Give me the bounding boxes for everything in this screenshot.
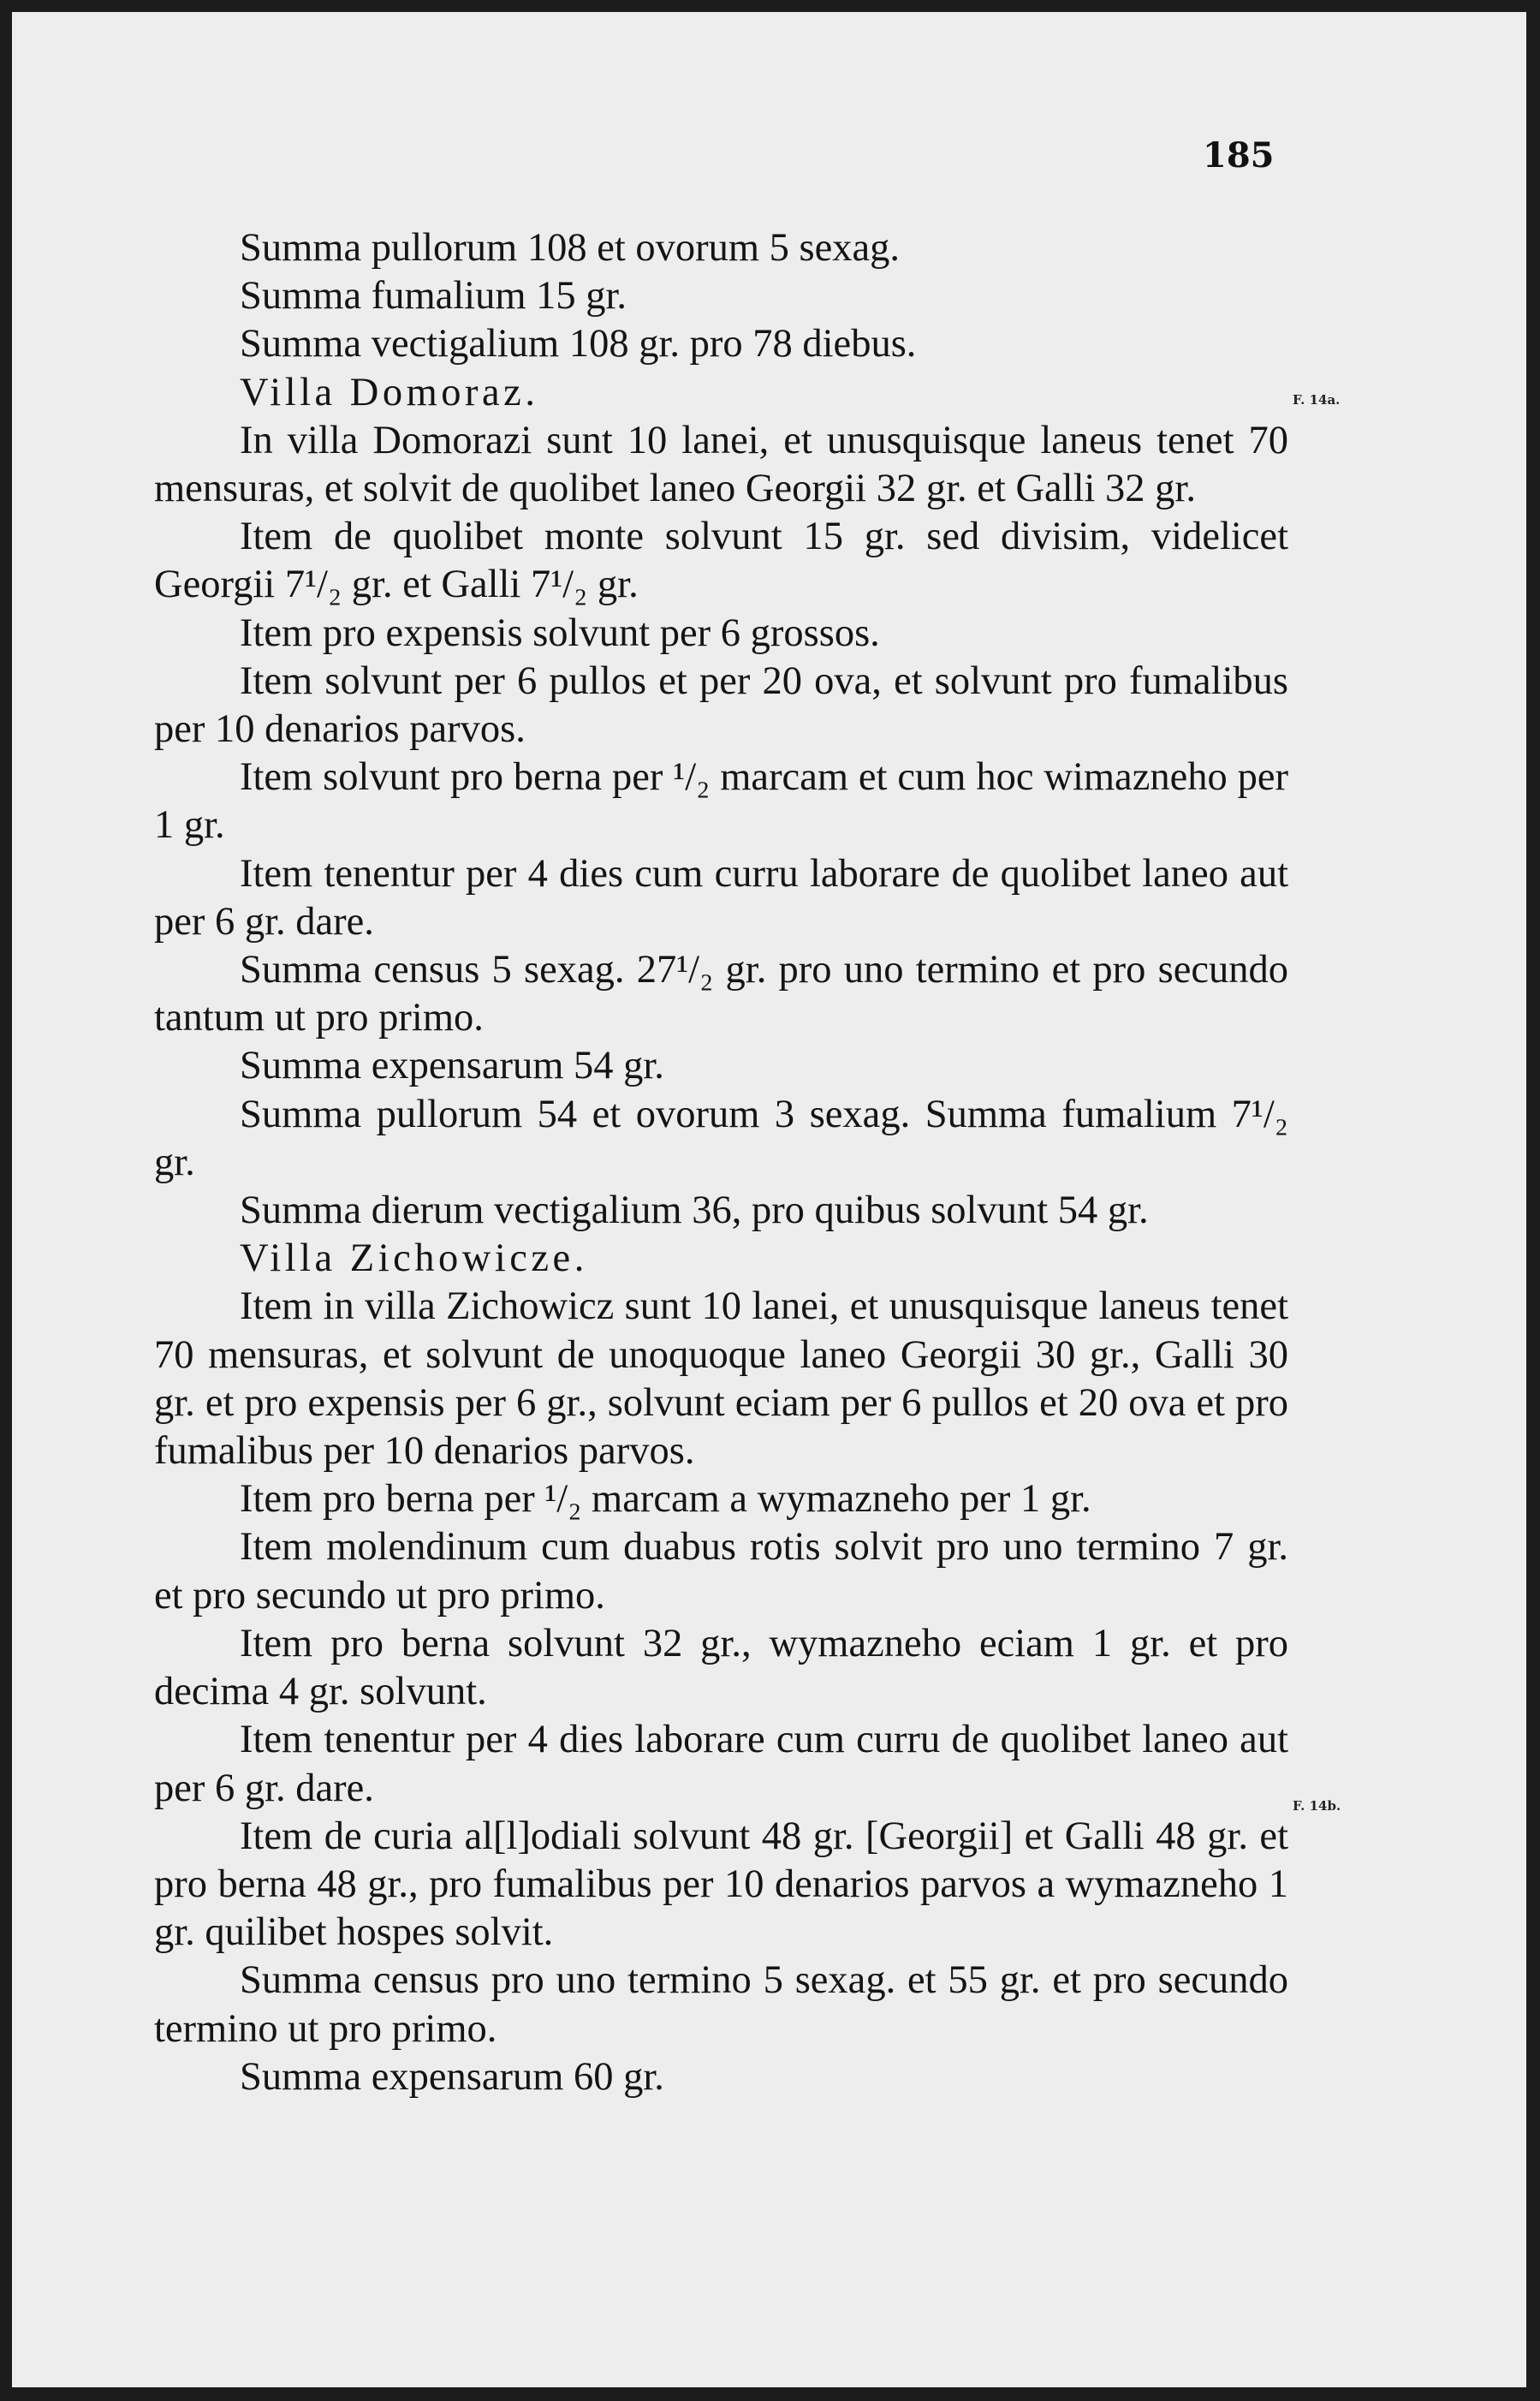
paragraph: Summa pullorum 54 et ovorum 3 sexag. Summa fumalium 7¹/₂ gr. — [154, 1092, 1288, 1184]
paragraph: Item pro expensis solvunt per 6 grossos. — [240, 611, 880, 655]
paragraph: Item pro berna solvunt 32 gr., wymazneho eciam 1 gr. et pro decima 4 gr. solvunt. — [154, 1621, 1288, 1714]
paragraph: Item in villa Zichowicz sunt 10 lanei, et unusquisque laneus tenet 70 mensuras, et solvunt de unoquoque laneo Georgii 30 gr., Galli 30 gr. et pro expensis per 6 gr., solvunt eciam per 6 pullos et 20 ova et pro fumalibus per 10 denarios parvos. — [154, 1284, 1288, 1474]
margin-note-folio: F. 14a. — [1293, 392, 1341, 408]
paragraph: Summa expensarum 54 gr. — [240, 1044, 664, 1088]
paragraph: Item solvunt per 6 pullos et per 20 ova, et solvunt pro fumalibus per 10 denarios parvos. — [154, 658, 1288, 752]
paragraph: Item tenentur per 4 dies laborare cum curru de quolibet laneo aut per 6 gr. dare. — [154, 1718, 1288, 1810]
margin-note-folio: F. 14b. — [1293, 1798, 1341, 1814]
paragraph: Item de curia al[l]odiali solvunt 48 gr. [Georgii] et Galli 48 gr. et pro berna 48 gr., pro fumalibus per 10 denarios parvos a wymazneho 1 gr. quilibet hospes solvit. — [154, 1814, 1288, 1955]
paragraph: Summa census pro uno termino 5 sexag. et 55 gr. et pro secundo termino ut pro primo. — [154, 1958, 1288, 2051]
section-heading: Villa Domoraz. — [240, 370, 539, 414]
paragraph: Item tenentur per 4 dies cum curru laborare de quolibet laneo aut per 6 gr. dare. — [154, 851, 1288, 944]
page-number: 185 — [1203, 135, 1275, 176]
text-line: Summa pullorum 108 et ovorum 5 sexag. — [240, 226, 901, 270]
section-heading: Villa Zichowicze. — [240, 1236, 588, 1281]
paragraph: Item solvunt pro berna per ¹/₂ marcam et cum hoc wimazneho per 1 gr. — [154, 755, 1288, 848]
paragraph: In villa Domorazi sunt 10 lanei, et unusquisque laneus tenet 70 mensuras, et solvit de quolibet laneo Georgii 32 gr. et Galli 32 gr. — [154, 418, 1288, 511]
paragraph: Item de quolibet monte solvunt 15 gr. sed divisim, videlicet Georgii 7¹/₂ gr. et Galli 7¹/₂ gr. — [154, 515, 1288, 607]
body-text — [154, 224, 1288, 2101]
paragraph: Summa expensarum 60 gr. — [240, 2054, 664, 2099]
paragraph: Summa census 5 sexag. 27¹/₂ gr. pro uno termino et pro secundo tantum ut pro primo. — [154, 948, 1288, 1040]
paragraph: Summa dierum vectigalium 36, pro quibus solvunt 54 gr. — [240, 1189, 1149, 1233]
text-line: Summa fumalium 15 gr. — [240, 274, 627, 319]
paragraph: Item molendinum cum duabus rotis solvit pro uno termino 7 gr. et pro secundo ut pro primo. — [154, 1525, 1288, 1618]
paragraph: Item pro berna per ¹/₂ marcam a wymazneho per 1 gr. — [240, 1477, 1091, 1522]
text-line: Summa vectigalium 108 gr. pro 78 diebus. — [240, 322, 917, 366]
